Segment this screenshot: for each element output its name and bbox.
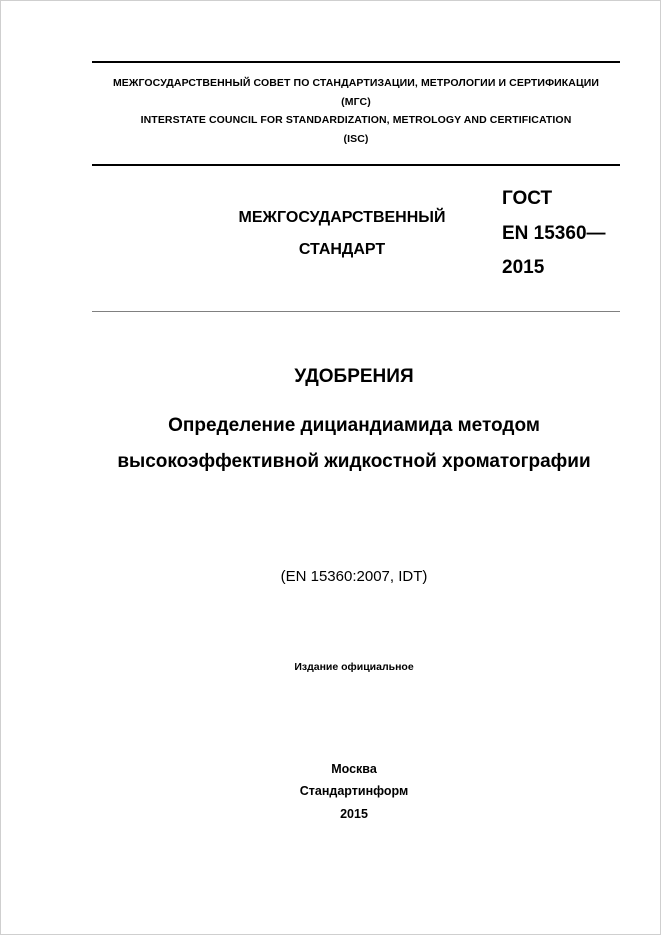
gost-designation-line1: ГОСТ xyxy=(502,188,553,209)
document-subtitle-line2: высокоэффективной жидкостной хроматографии xyxy=(117,451,591,472)
document-subtitle-line1: Определение дициандиамида методом xyxy=(168,415,540,436)
standard-type-line2: СТАНДАРТ xyxy=(298,241,386,258)
council-abbr-en: (ISC) xyxy=(343,133,369,145)
gost-designation-line2: EN 15360— xyxy=(502,223,606,244)
gost-designation-line3: 2015 xyxy=(502,257,545,278)
document-title: УДОБРЕНИЯ xyxy=(294,366,414,387)
header-bottom-rule xyxy=(92,164,620,166)
council-abbr-ru: (МГС) xyxy=(341,96,371,108)
publisher-name: Стандартинформ xyxy=(299,784,409,798)
designation-divider xyxy=(92,311,620,312)
publication-year: 2015 xyxy=(340,807,368,821)
standard-type-line1: МЕЖГОСУДАРСТВЕННЫЙ xyxy=(238,209,446,226)
edition-note: Издание официальное xyxy=(294,661,414,673)
source-standard-reference: (EN 15360:2007, IDT) xyxy=(280,568,428,585)
top-rule xyxy=(92,61,620,63)
publisher-city: Москва xyxy=(331,762,377,776)
council-name-en: INTERSTATE COUNCIL FOR STANDARDIZATION, METROLOGY AND CERTIFICATION xyxy=(140,114,572,126)
council-name-ru: МЕЖГОСУДАРСТВЕННЫЙ СОВЕТ ПО СТАНДАРТИЗАЦИИ, МЕТРОЛОГИИ И СЕРТИФИКАЦИИ xyxy=(112,77,600,89)
